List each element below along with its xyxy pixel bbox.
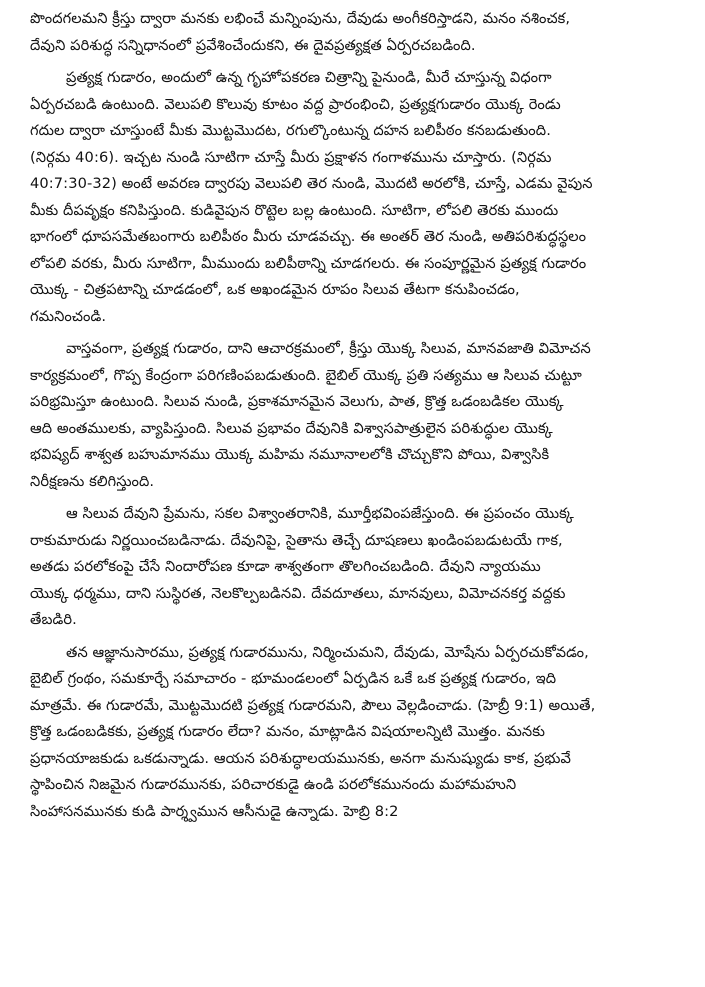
text-line: రాకుమారుడు నిర్ణయించబడినాడు. దేవునిపై, సైతాను తెచ్చే దూషణలు ఖండింపబడుటయే గాక, — [30, 531, 563, 549]
paragraph-3 — [30, 336, 683, 495]
text-line: ఆ సిలువ దేవుని ప్రేమను, సకల విశ్వాంతరానికి, మూర్తీభవింపజేస్తుంది. ఈ ప్రపంచం యొక్క — [66, 505, 574, 522]
text-line: లోపలి వరకు, మీరు సూటిగా, మీముందు బలిపీఠాన్ని చూడగలరు. ఈ సంపూర్ణమైన ప్రత్యక్ష గుడారం — [30, 254, 587, 272]
text-line: భాగంలో ధూపసమేతబంగారు బలిపీఠం మీరు చూడవచ్చు. ఈ అంతర్ తెర నుండి, అతిపరిశుద్ధస్థలం — [30, 228, 587, 245]
text-line: యొక్క - చిత్రపటాన్ని చూడడంలో, ఒక అఖండమైన రూపం సిలువ తేటగా కనుపించడం, — [30, 281, 520, 298]
text-line: పరిభ్రమిస్తూ ఉంటుంది. సిలువ నుండి, ప్రకాశమానమైన వెలుగు, పాత, క్రొత్త ఒడంబడికల యొక్క — [30, 393, 564, 410]
text-line: యొక్క ధర్మము, దాని సుస్థిరత, నెలకొల్పబడినవి. దేవదూతలు, మానవులు, విమోచనకర్త వద్దకు — [30, 584, 566, 602]
paragraph-5 — [30, 640, 683, 826]
text-line: దేవుని పరిశుద్ధ సన్నిధానంలో ప్రవేశించేందుకని, ఈ దైవప్రత్యక్షత ఏర్పరచబడింది. — [30, 36, 476, 54]
text-line: ఆది అంతములకు, వ్యాపిస్తుంది. సిలువ ప్రభావం దేవునికి విశ్వాసపాత్రులైన పరిశుద్ధుల యొక్క — [30, 419, 553, 437]
text-line: ఏర్పరచబడి ఉంటుంది. వెలుపలి కొలువు కూటం వద్ద ప్రారంభించి, ప్రత్యక్షగుడారం యొక్క రెండు — [30, 95, 561, 113]
text-line: మీకు దీపవృక్షం కనిపిస్తుంది. కుడివైపున రొట్టెల బల్ల ఉంటుంది. సూటిగా, లోపలి తెరకు ముందు — [30, 201, 559, 219]
text-line: వాస్తవంగా, ప్రత్యక్ష గుడారం, దాని ఆచారక్రమంలో, క్రీస్తు యొక్క సిలువ, మానవజాతి విమోచన — [66, 340, 591, 357]
text-line: గదుల ద్వారా చూస్తుంటే మీకు మొట్టమొదట, రగుల్కొంటున్న దహన బలిపీఠం కనబడుతుంది. — [30, 122, 551, 139]
text-line: బైబిల్ గ్రంథం, సమకూర్చే సమాచారం - భూమండలంలో ఏర్పడిన ఒకే ఒక ప్రత్యక్ష గుడారం, ఇది — [30, 670, 557, 687]
text-line: ప్రధానయాజకుడు ఒకడున్నాడు. ఆయన పరిశుద్ధాలయమునకు, అనగా మనుష్యుడు కాక, ప్రభువే — [30, 749, 571, 767]
paragraph-2 — [30, 65, 683, 330]
text-line: (నిర్గమ 40:6). ఇచ్చట నుండి సూటిగా చూస్తే మీరు ప్రక్షాళన గంగాళమును చూస్తారు. (నిర్గమ — [30, 148, 552, 166]
paragraph-4 — [30, 501, 683, 634]
text-line: క్రొత్త ఒడంబడికకు, ప్రత్యక్ష గుడారం లేదా? మనం, మాట్లాడిన విషయాలన్నిటి మొత్తం. మనకు — [30, 723, 546, 740]
text-line: భవిష్యద్ శాశ్వత బహుమానము యొక్క మహిమ నమూనాలలోకి చొచ్చుకొని పోయి, విశ్వాసికి — [30, 446, 550, 463]
text-line: మాత్రమే. ఈ గుడారమే, మొట్టమొదటి ప్రత్యక్ష గుడారమని, పౌలు వెల్లడించాడు. (హెబ్రీ 9:1) అయితే, — [30, 696, 596, 714]
text-line: స్థాపించిన నిజమైన గుడారమునకు, పరిచారకుడై ఉండి పరలోకమునందు మహామహుని — [30, 776, 517, 793]
paragraph-1 — [30, 6, 683, 59]
text-line: పొందగలమని క్రీస్తు ద్వారా మనకు లభించే మన్నింపును, దేవుడు అంగీకరిస్తాడని, మనం నశించక, — [30, 10, 571, 27]
text-line: సింహాసనమునకు కుడి పార్శ్వమున ఆసీనుడై ఉన్నాడు. హెబ్రి 8:2 — [30, 802, 399, 820]
text-line: నిరీక్షణను కలిగిస్తుంది. — [30, 472, 155, 490]
text-line: తేబడిరి. — [30, 611, 77, 628]
text-line: 40:7:30-32) అంటే అవరణ ద్వారపు వెలుపలి తెర నుండి, మొదటి అరలోకి, చూస్తే, ఎడమ వైపున — [30, 175, 593, 192]
text-line: గమనించండి. — [30, 307, 107, 325]
text-line: ప్రత్యక్ష గుడారం, అందులో ఉన్న గృహోపకరణ చిత్రాన్ని పైనుండి, మీరే చూస్తున్న విధంగా — [66, 69, 552, 86]
text-line: తన ఆజ్ఞానుసారము, ప్రత్యక్ష గుడారమును, నిర్మించుమని, దేవుడు, మోషేను ఏర్పరచుకోవడం, — [66, 643, 589, 661]
text-line: అతడు పరలోకంపై చేసే నిందారోపణ కూడా శాశ్వతంగా తొలగించబడింది. దేవుని న్యాయము — [30, 558, 541, 575]
text-line: కార్యక్రమంలో, గొప్ప కేంద్రంగా పరిగణింపబడుతుంది. బైబిల్ యొక్క ప్రతి సత్యము ఆ సిలువ చుట్టూ — [30, 366, 582, 384]
